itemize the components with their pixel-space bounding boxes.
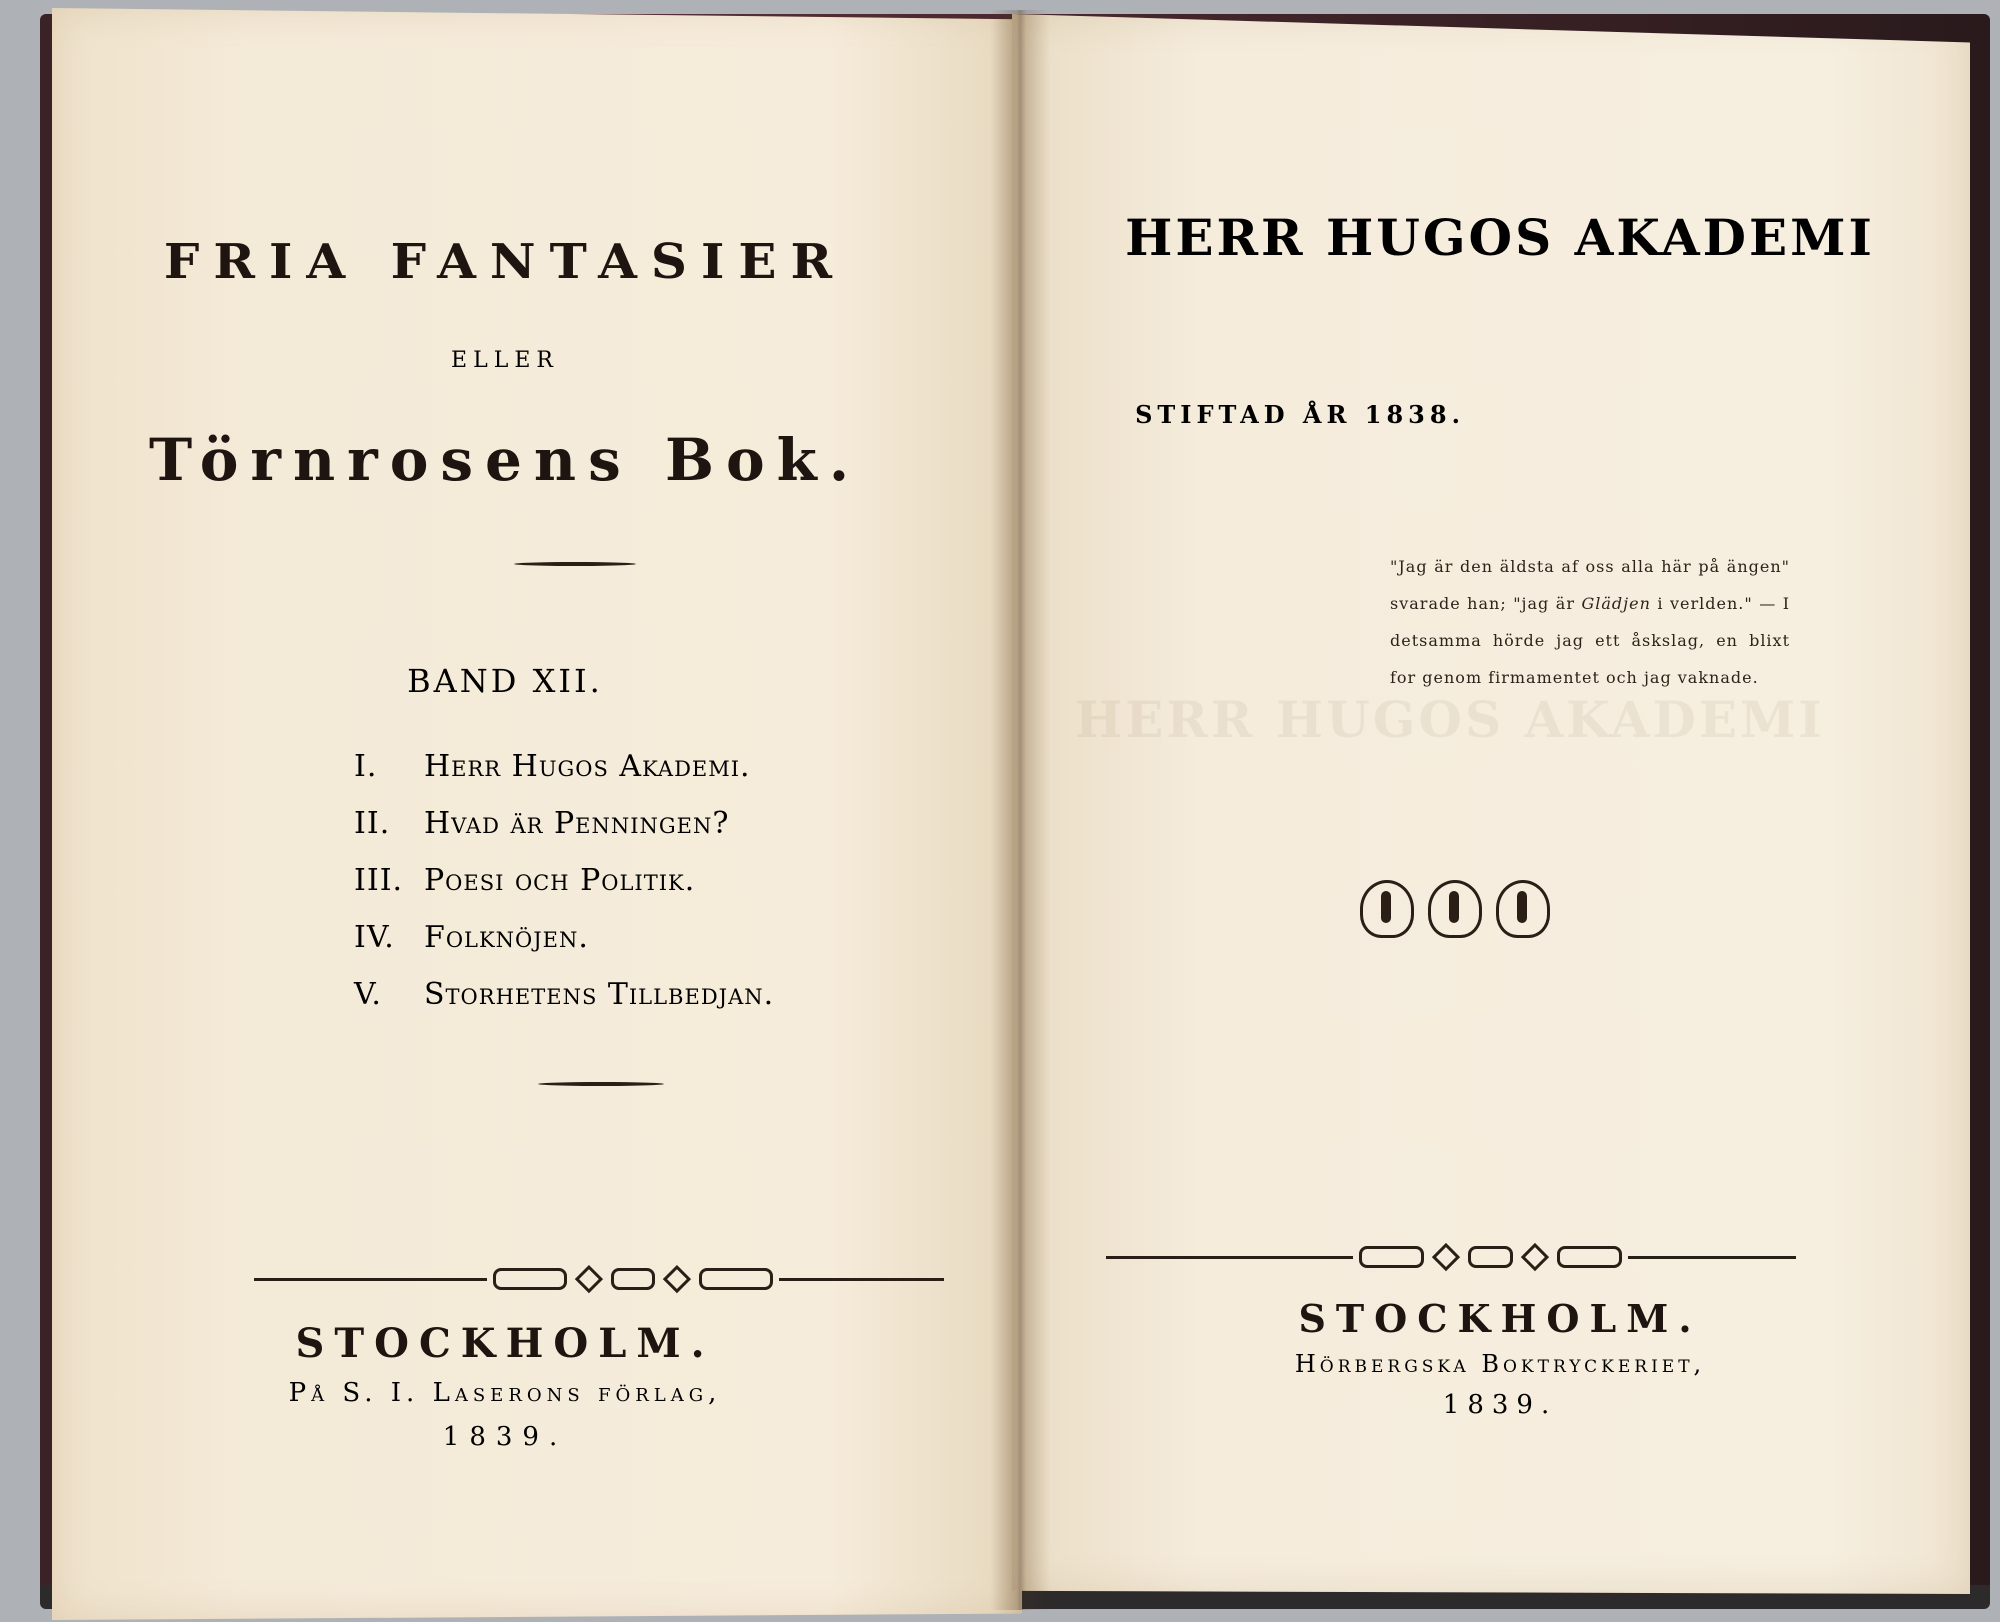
epigraph-emphasis: Glädjen [1581, 594, 1651, 613]
contents-title: Hvad är Penningen? [424, 806, 730, 841]
show-through-text: HERR HUGOS AKADEMI [1075, 690, 1825, 749]
contents-number: IV. [354, 920, 395, 955]
founded-line: STIFTAD ÅR 1838. [1135, 400, 1465, 429]
epigraph-end: i verlden." — I detsamma hörde jag ett åskslag, en blixt for genom firmamentet och jag vaknade. [1390, 594, 1791, 687]
right-year: 1839. [1442, 1390, 1558, 1420]
fleuron-ornament [1360, 880, 1550, 938]
fleuron-icon [1360, 880, 1414, 938]
contents-title: Folknöjen. [424, 920, 589, 955]
contents-list [354, 738, 774, 1023]
left-divider-middle [538, 1082, 664, 1086]
right-printer: Hörbergska Boktryckeriet, [1294, 1350, 1706, 1378]
epigraph [1390, 548, 1790, 696]
contents-title: Poesi och Politik. [424, 863, 696, 898]
contents-item [354, 738, 774, 795]
right-title: HERR HUGOS AKADEMI [1125, 208, 1875, 267]
volume-label: BAND XII. [407, 662, 603, 700]
left-publisher: På S. I. Laserons förlag, [288, 1378, 722, 1408]
contents-number: V. [354, 977, 382, 1012]
contents-number: II. [354, 806, 391, 841]
contents-item [354, 852, 774, 909]
right-ornamental-rule [1106, 1246, 1796, 1268]
contents-title: Storhetens Tillbedjan. [424, 977, 775, 1012]
left-divider-top [514, 562, 636, 566]
left-city: STOCKHOLM. [295, 1320, 715, 1367]
contents-item [354, 966, 774, 1023]
left-book-title: Törnrosens Bok. [148, 426, 862, 494]
left-ornamental-rule [254, 1268, 944, 1290]
left-conjunction: ELLER [451, 348, 559, 373]
epigraph-start: "Jag är den äldsta af oss alla här på ängen" svarade han; "jag är [1390, 557, 1790, 613]
contents-title: Herr Hugos Akademi. [424, 749, 751, 784]
fleuron-icon [1428, 880, 1482, 938]
right-city: STOCKHOLM. [1298, 1296, 1702, 1341]
fleuron-icon [1496, 880, 1550, 938]
left-title: FRIA FANTASIER [163, 233, 847, 290]
contents-number: III. [354, 863, 404, 898]
contents-number: I. [354, 749, 378, 784]
contents-item [354, 795, 774, 852]
left-year: 1839. [442, 1422, 568, 1452]
contents-item [354, 909, 774, 966]
